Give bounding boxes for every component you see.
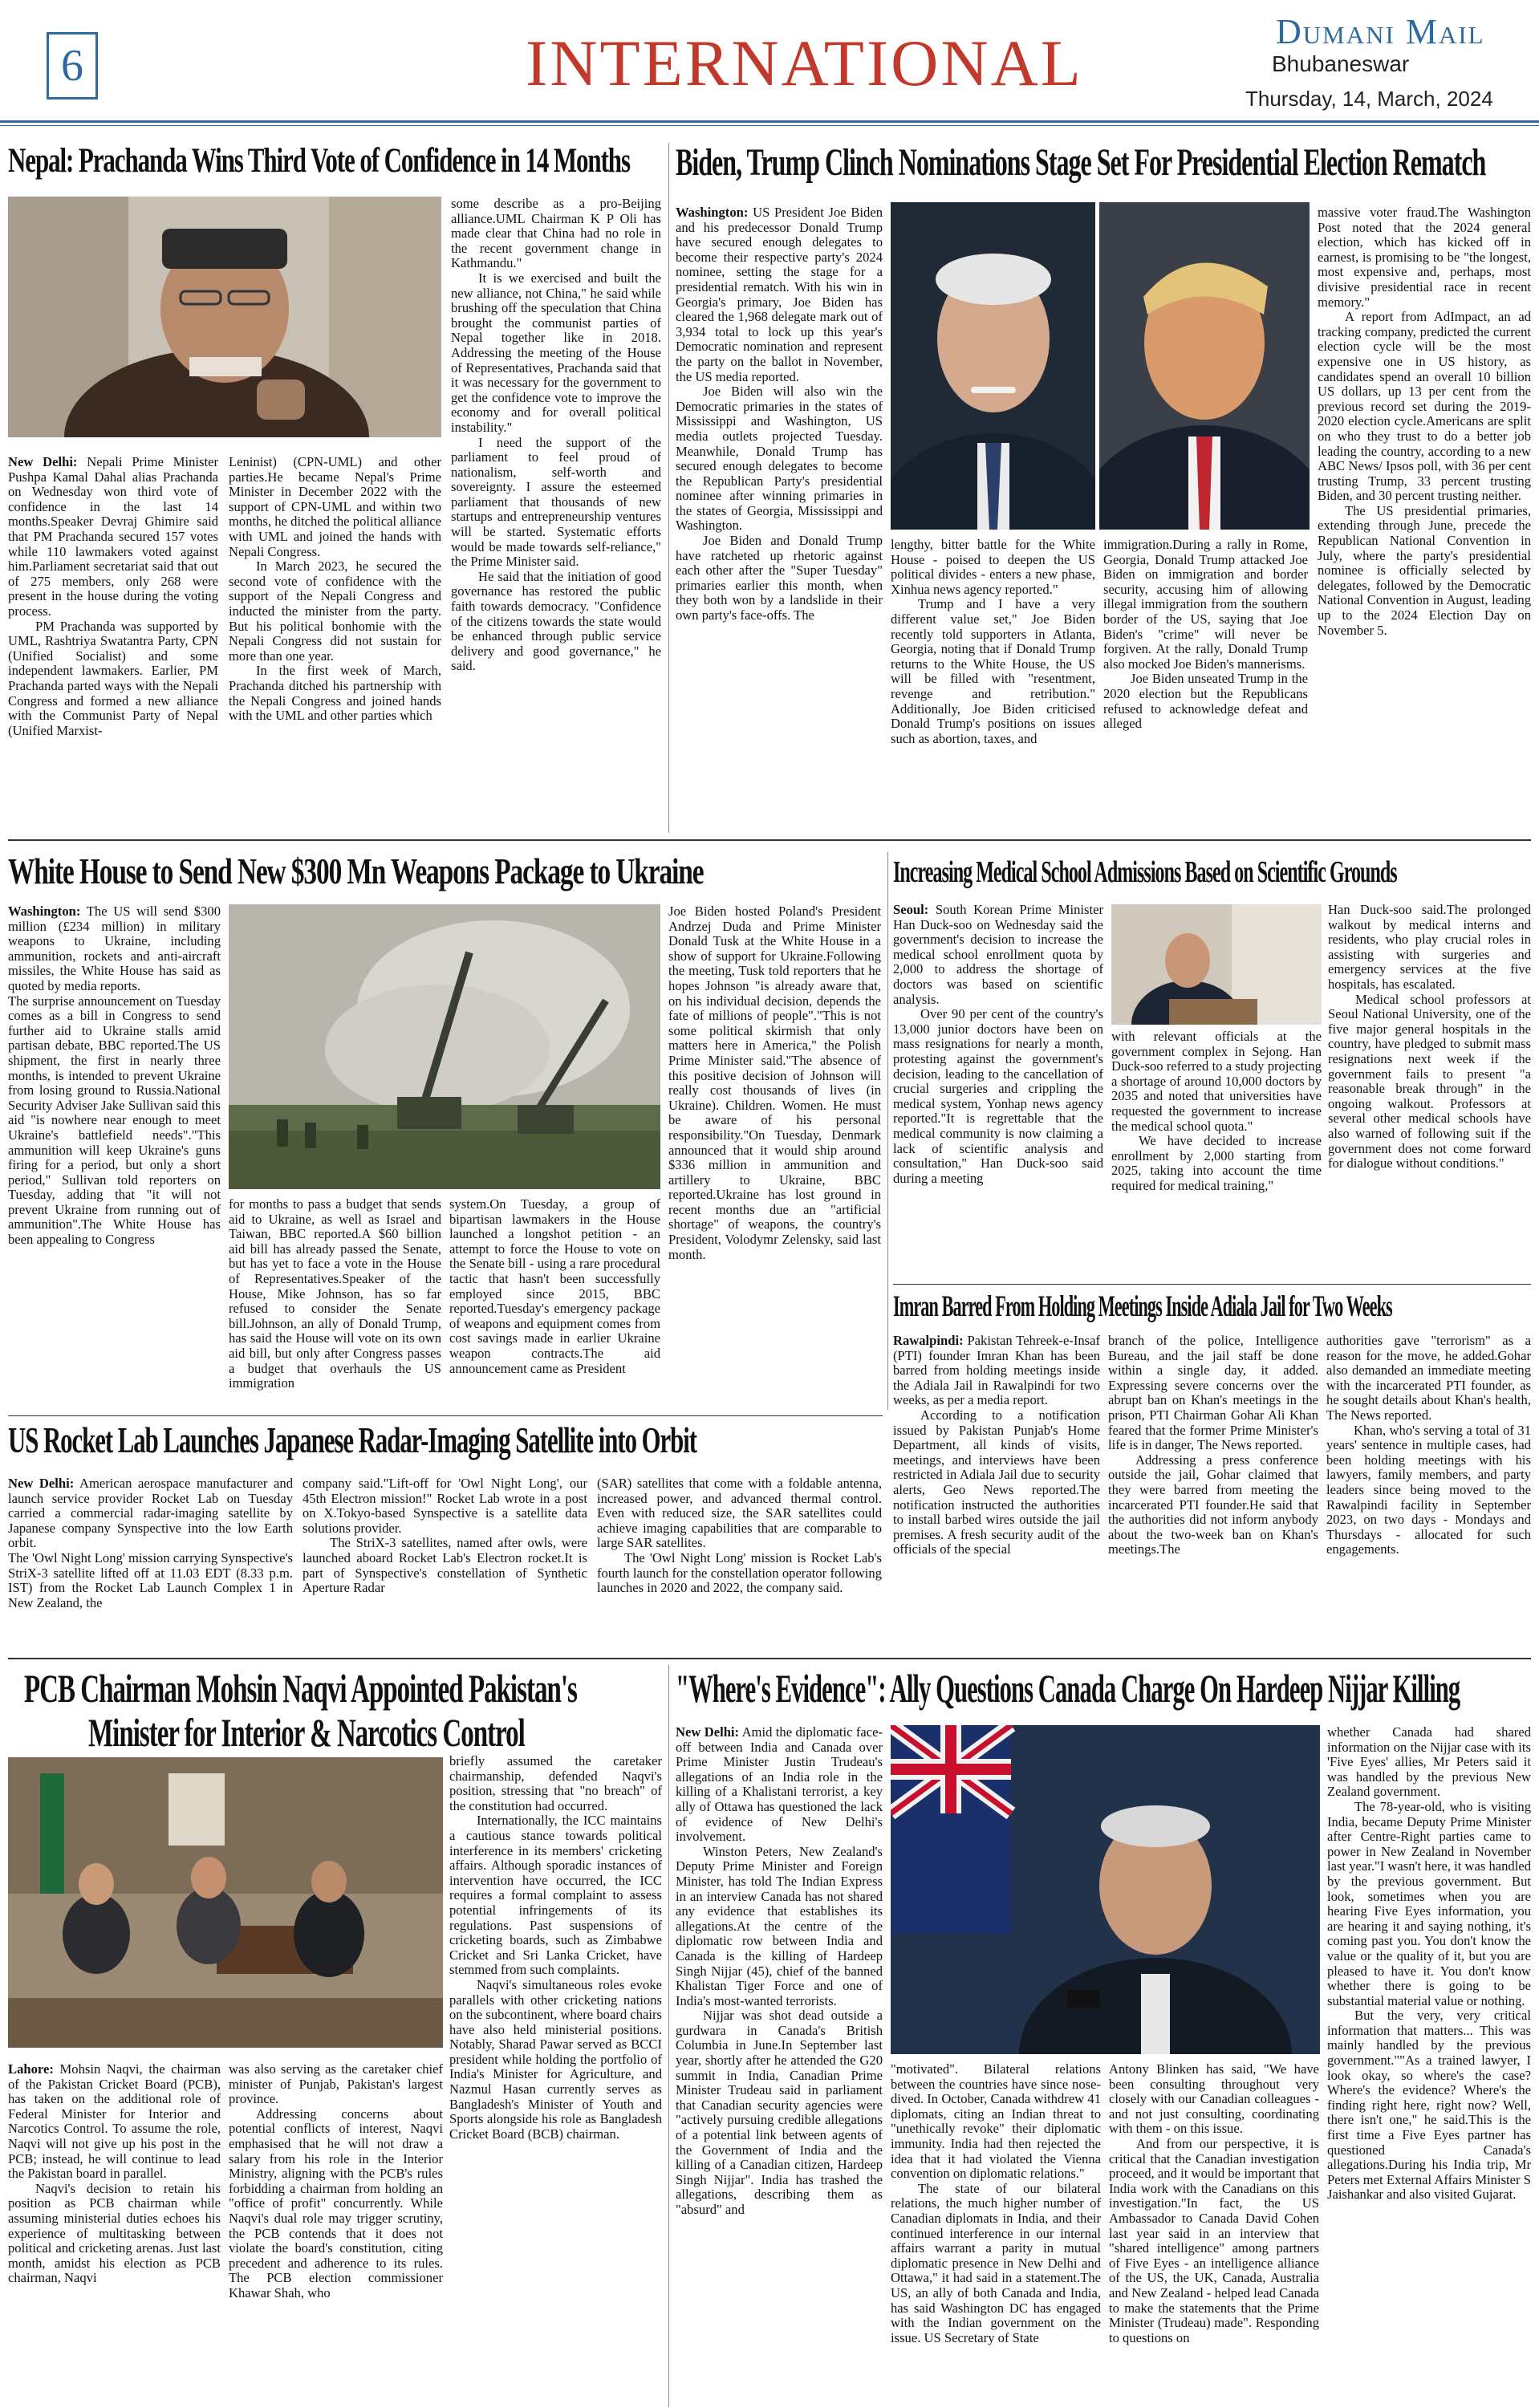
medical-text-2a: with relevant officials at the government complex in Sejong. Han Duck-soo referred to a study projecting a shortage of around 10,000 doctors by 2035 and noted that universities have requested the government to increase the medical school quota." bbox=[1111, 1029, 1322, 1134]
imran-text-1b: According to a notification issued by Pakistan Punjab's Home Department, all kinds of visits, meetings, and interviews have been restricted in Adiala Jail due to security alerts, Geo News reported.The notification instructed the authorities to install barbed wires outside the jail premises. A fresh security audit of the officials of the special bbox=[893, 1407, 1100, 1557]
nepal-text-3a: some describe as a pro-Beijing alliance.UML Chairman K P Oli has made clear that China had no role in the recent government change in Kathmandu." bbox=[451, 197, 661, 271]
pcb-col-2 bbox=[229, 2062, 443, 2406]
imran-col-1 bbox=[893, 1334, 1100, 1651]
imran-text-3a: authorities gave "terrorism" as a reason for the move, he added.Gohar also demanded an immediate meeting with the incarcerated PTI founder, as he sought details about Khan's health, The News reported. bbox=[1326, 1334, 1531, 1423]
biden-text-1b: Joe Biden will also win the Democratic primaries in the states of Mississippi and Washington, US media outlets projected Tuesday. Meanwhile, Donald Trump has secured enough delegates to become the Republican Party's presidential nominee after winning primaries in the states of Georgia, Mississippi and Washington. bbox=[676, 384, 883, 534]
headline-biden-trump: Biden, Trump Clinch Nominations Stage Set For Presidential Election Rematch bbox=[676, 141, 1486, 184]
nijjar-text-2b: The state of our bilateral relations, the much higher number of Canadian diplomats in India, and their continued interference in our internal affairs warrant a parity in mutual diplomatic presence in New Delhi and Ottawa," it had said in a statement.The US, an ally of both Canada and India, has said Washington DC has engaged with the Indian government on the issue. US Secretary of State bbox=[891, 2180, 1101, 2345]
medical-text-1a: South Korean Prime Minister Han Duck-soo on Wednesday said the government's decision to increase the medical school enrollment quota by 2,000 to address the shortage of doctors was based on scientific analysis. bbox=[893, 903, 1103, 1007]
ukraine-text-4: Joe Biden hosted Poland's President Andrzej Duda and Prime Minister Donald Tusk at the White House in a show of support for Ukraine.Following the meeting, Tusk told reporters that he hopes Johnson "is already aware that, on his individual decision, depends the fate of millions of people"."This is not some political skirmish that only matters here in America," the Polish Prime Minister said."The absence of this positive decision of Johnson will really cost thousands of lives (in Ukraine). Children. Women. He must be aware of his personal responsibility."On Tuesday, Denmark announced that it would ship around $336 million in ammunition and artillery to Ukraine, BBC reported.Ukraine has lost ground in recent months due an "artificial shortage" of weapons, the country's President, Volodymr Zelensky, said last month. bbox=[668, 904, 881, 1262]
medical-text-3a: Han Duck-soo said.The prolonged walkout by medical interns and residents, who play crucial roles in assisting with surgeries and emergency services at the five hospitals, has escalated. bbox=[1328, 903, 1531, 992]
medical-text-1b: Over 90 per cent of the country's 13,000 junior doctors have been on mass resignations for nearly a month, protesting against the government's decision, leading to the cancellation of crucial surgeries and crippling the medical system, Yonhap news agency reported."It is regrettable that the medical community is now claiming a lack of scientific analysis and consultation," Han Duck-soo said during a meeting bbox=[893, 1006, 1103, 1186]
medical-col-3 bbox=[1328, 903, 1531, 1280]
biden-text-3b: Joe Biden unseated Trump in the 2020 election but the Republicans refused to acknowledge defeat and alleged bbox=[1103, 671, 1308, 732]
biden-text-3a: immigration.During a rally in Rome, Georgia, Donald Trump attacked Joe Biden on immigration and border security, accusing him of allowing illegal immigration from the southern border of the US, saying that Joe Biden's "crime" will never be forgiven. At the rally, Donald Trump also mocked Joe Biden's mannerisms. bbox=[1103, 538, 1308, 672]
dateline-nijjar: New Delhi: bbox=[676, 1725, 740, 1740]
nepal-text-1b: PM Prachanda was supported by UML, Rashtriya Swatantra Party, CPN (Unified Socialist) and some independent lawmakers. Earlier, PM Prachanda parted ways with the Nepali Congress and formed a new alliance with the Communist Party of Nepal (Unified Marxist- bbox=[8, 618, 218, 738]
nijjar-col-1 bbox=[676, 1725, 883, 2406]
imran-text-2a: branch of the police, Intelligence Bureau, and the jail staff be done within a single day, it added. Expressing severe concerns over the abrupt ban on Khan's meetings in the prison, PTI Chairman Gohar Ali Khan feared that the former Prime Minister's life is in danger, The News reported. bbox=[1108, 1334, 1318, 1453]
photo-artillery bbox=[229, 904, 660, 1189]
medical-col-2 bbox=[1111, 1029, 1322, 1280]
rocket-col-3 bbox=[597, 1476, 882, 1651]
nijjar-text-1a: Amid the diplomatic face-off between India and Canada over Prime Minister Justin Trudeau's allegations of an India role in the killing of a Khalistani terrorist, a key ally of Ottawa has questioned the lack of evidence of New Delhi's involvement. bbox=[676, 1725, 883, 1845]
nepal-col-1 bbox=[8, 455, 218, 832]
biden-text-1a: US President Joe Biden and his predecessor Donald Trump have secured enough delegates to become their respective party's 2024 nominee, setting the stage for a presidential rematch. With his win in Georgia's primary, Joe Biden has cleared the 1,968 delegate mark out of 3,934 total to lock up this year's Democratic nomination and represent the party on the ballot in November, the US media reported. bbox=[676, 205, 883, 384]
ukraine-text-2: for months to pass a budget that sends aid to Ukraine, as well as Israel and Taiwan, BBC reported.A $60 billion aid bill has already passed the Senate, but has yet to face a vote in the House of Representatives.Speaker of the House, Mike Johnson, has so far refused to consider the Senate bill.Johnson, an ally of Donald Trump, has said the House will vote on its own aid bill, but only after Congress passes a budget that overhauls the US immigration bbox=[229, 1197, 441, 1391]
photo-naqvi bbox=[8, 1757, 443, 2048]
nijjar-text-1c: Nijjar was shot dead outside a gurdwara in Canada's British Columbia in June.In September last year, shortly after he attended the G20 summit in India, Canadian Prime Minister Trudeau said in parliament that Canadian security agencies were "actively pursuing credible allegations of a potential link between agents of the Government of India and the killing of a Canadian citizen, Hardeep Singh Nijjar". India has trashed the allegations, describing them as "absurd" and bbox=[676, 2008, 883, 2217]
peters-image bbox=[891, 1725, 1320, 2054]
ukraine-text-1b: The surprise announcement on Tuesday comes as a bill in Congress to send further aid to Ukraine stalls amid partisan debate, BBC reported.The US shipment, the first in nearly three months, is intended to prevent Ukraine from losing ground to Russia.National Security Adviser Jake Sullivan said this aid "is nowhere near enough to meet Ukraine's battlefield needs"."This ammunition will keep Ukraine's guns firing for a period, but only a short period," Sullivan told reporters on Tuesday, adding that "it will not prevent Ukraine from running out of ammunition".The White House has been appealing to Congress bbox=[8, 993, 221, 1248]
pcb-col-3 bbox=[449, 1754, 662, 2406]
nijjar-text-4a: whether Canada had shared information on the Nijjar case with its 'Five Eyes' allies, Mr Peters said it was handled by the previous New Zealand government. bbox=[1327, 1725, 1531, 1800]
nepal-text-2a: Leninist) (CPN-UML) and other parties.He became Nepal's Prime Minister in December 2022 with the support of CPN-UML and within two months, he ditched the political alliance with UML and joined the hands with Nepali Congress. bbox=[229, 455, 441, 559]
ukraine-col-4 bbox=[668, 904, 881, 1410]
rule-row3 bbox=[8, 1658, 1531, 1659]
headline-pcb-line2: Minister for Interior & Narcotics Control bbox=[88, 1710, 525, 1755]
dateline-ukraine: Washington: bbox=[8, 904, 81, 919]
dateline-biden: Washington: bbox=[676, 205, 749, 220]
ukraine-col-1 bbox=[8, 904, 221, 1410]
headline-nijjar: "Where's Evidence": Ally Questions Canada Charge On Hardeep Nijjar Killing bbox=[676, 1666, 1460, 1711]
photo-prachanda bbox=[8, 197, 441, 437]
biden-col-4 bbox=[1318, 205, 1531, 832]
biden-text-4b: A report from AdImpact, an ad tracking company, predicted the current election cycle will be the most expensive one in US history, as candidates spend an overall 10 billion US dollars, up 13 per cent from the previous record set during the 2019-2020 election cycle.Americans are split on who they trust to do a better job leading the country, according to a new ABC News/ Ipsos poll, with 36 per cent trusting Trump, 33 percent trusting Biden, and 30 percent trusting neither. bbox=[1318, 309, 1531, 504]
masthead-rule-thin bbox=[0, 125, 1539, 126]
pcb-text-1b: Naqvi's decision to retain his position as PCB chairman while assuming ministerial duties echoes his experience of multitasking between political and cricketing arenas. Just last month, amidst his election as PCB chairman, Naqvi bbox=[8, 2180, 221, 2286]
naqvi-meeting-image bbox=[8, 1757, 443, 2048]
rocket-text-3a: (SAR) satellites that come with a foldable antenna, increased power, and advanced thermal control. Even with reduced size, the SAR satellites could achieve imaging capabilities that are comparable to large SAR satellites. bbox=[597, 1476, 882, 1551]
page-number: 6 bbox=[47, 32, 98, 99]
dateline-nepal: New Delhi: bbox=[8, 455, 78, 469]
rocket-text-2b: The StriX-3 satellites, named after owls, were launched aboard Rocket Lab's Electron rocket.It is part of Synspective's constellation of Synthetic Aperture Radar bbox=[303, 1535, 587, 1596]
han-duck-soo-image bbox=[1111, 904, 1322, 1025]
imran-text-1a: Pakistan Tehreek-e-Insaf (PTI) founder Imran Khan has been barred from holding meetings inside the Adiala Jail in Rawalpindi for two weeks, as per a media report. bbox=[893, 1334, 1100, 1408]
headline-ukraine: White House to Send New $300 Mn Weapons Package to Ukraine bbox=[8, 851, 704, 891]
artillery-image bbox=[229, 904, 660, 1189]
nepal-text-2c: In the first week of March, Prachanda ditched his partnership with the Nepali Congress and joined hands with the UML and other parties which bbox=[229, 663, 441, 724]
ukraine-text-3: system.On Tuesday, a group of bipartisan lawmakers in the House launched a longshot petition - an attempt to force the House to vote on the Senate bill - using a rare procedural tactic that hasn't been successfully employed since 2015, BBC reported.Tuesday's emergency package of weapons and equipment comes from cost savings made in earlier Ukraine weapon contracts.The aid announcement came as President bbox=[449, 1197, 660, 1376]
dateline-pcb: Lahore: bbox=[8, 2062, 54, 2077]
biden-text-2b: Trump and I have a very different value set," Joe Biden recently told supporters in Atlanta, Georgia, noting that if Donald Trump returns to the White House, the US will be filled with "resentment, revenge and retribution." Additionally, Joe Biden criticised Donald Trump's positions on issues such as abortion, taxes, and bbox=[891, 596, 1095, 746]
trump-image bbox=[1099, 202, 1310, 530]
biden-col-3 bbox=[1103, 538, 1308, 832]
biden-text-1c: Joe Biden and Donald Trump have ratcheted up rhetoric against each other after the "Super Tuesday" primaries earlier this month, when they both won by a landslide in their own party's face-offs. The bbox=[676, 533, 883, 623]
rule-row1 bbox=[8, 839, 1531, 841]
imran-text-2b: Addressing a press conference outside the jail, Gohar claimed that they were barred from meeting the incarcerated PTI founder.He said that the authorities did not inform anybody about the two-week ban on Khan's meetings.The bbox=[1108, 1452, 1318, 1557]
imran-col-3 bbox=[1326, 1334, 1531, 1651]
photo-trump bbox=[1099, 202, 1310, 530]
paper-name: Dumani Mail bbox=[1276, 12, 1485, 51]
paper-date: Thursday, 14, March, 2024 bbox=[1245, 87, 1493, 111]
medical-col-1 bbox=[893, 903, 1103, 1280]
imran-text-3b: Khan, who's serving a total of 31 years' sentence in multiple cases, had been holding meetings with his lawyers, family members, and party leaders since being moved to the Rawalpindi facility in September 2023, on two days - Mondays and Thursdays - allocated for such engagements. bbox=[1326, 1422, 1531, 1557]
medical-text-3b: Medical school professors at Seoul National University, one of the five major general hospitals in the country, have pledged to submit mass resignations next week if the government fails to present "a reasonable break through" in the ongoing walkout. Professors at several other medical schools have also warned of following suit if the government does not come forward for dialogue without conditions." bbox=[1328, 991, 1531, 1172]
ukraine-text-1: The US will send $300 million (£234 million) in military weapons to Ukraine, including ammunition, rockets and anti-aircraft missiles, the White House has said as quoted by media reports. bbox=[8, 904, 221, 993]
biden-text-2a: lengthy, bitter battle for the White House - poised to deepen the US political divides - enters a new phase, Xinhua news agency reported." bbox=[891, 538, 1095, 597]
biden-col-1 bbox=[676, 205, 883, 832]
rocket-text-1b: The 'Owl Night Long' mission carrying Synspective's StriX-3 satellite lifted off at 11.03 EDT (8.33 p.m. IST) from the Rocket Lab Launch Complex 1 in New Zealand, the bbox=[8, 1549, 293, 1610]
divider-pcb-nijjar bbox=[668, 1665, 669, 2407]
biden-image bbox=[891, 202, 1095, 530]
medical-text-2b: We have decided to increase enrollment by 2,000 starting from 2025, taking into account the time required for medical training," bbox=[1111, 1133, 1322, 1193]
rocket-col-2 bbox=[303, 1476, 587, 1651]
section-title: INTERNATIONAL bbox=[526, 26, 1083, 99]
nijjar-col-4 bbox=[1327, 1725, 1531, 2406]
dateline-medical: Seoul: bbox=[893, 903, 929, 917]
headline-medical: Increasing Medical School Admissions Based on Scientific Grounds bbox=[893, 855, 1397, 889]
rule-ukraine-rocket bbox=[8, 1415, 883, 1416]
dateline-imran: Rawalpindi: bbox=[893, 1334, 964, 1348]
pcb-text-2a: was also serving as the caretaker chief minister of Punjab, Pakistan's largest province. bbox=[229, 2062, 443, 2107]
pcb-text-3b: Internationally, the ICC maintains a cautious stance towards political interference in its members' cricketing affairs. Although sporadic instances of intervention have occurred, the ICC requires a formal complaint to assess potential infringements of its regulations. Past suspensions of cricketing boards, such as Zimbabwe Cricket and Sri Lanka Cricket, have stemmed from such complaints. bbox=[449, 1813, 662, 1978]
photo-han-duck-soo bbox=[1111, 904, 1322, 1025]
headline-pcb-line1: PCB Chairman Mohsin Naqvi Appointed Pakistan's bbox=[24, 1666, 577, 1711]
ukraine-col-2 bbox=[229, 1197, 441, 1410]
nijjar-text-2a: "motivated". Bilateral relations between the countries have since nose-dived. In October, Canada withdrew 41 diplomats, citing an Indian threat to "unethically revoke" their diplomatic immunity. India had then rejected the idea that it had violated the Vienna convention on diplomatic relations." bbox=[891, 2062, 1101, 2182]
photo-biden bbox=[891, 202, 1095, 530]
biden-text-4c: The US presidential primaries, extending through June, precede the Republican National Convention in July, where the party's presidential nominee is officially selected by delegates, followed by the Democratic National Convention in August, leading up to the 2024 Election Day on November 5. bbox=[1318, 502, 1531, 638]
nijjar-text-4b: The 78-year-old, who is visiting India, became Deputy Prime Minister after Centre-Right parties came to power in New Zealand in November last year."I wasn't here, it was handled by the previous government. But look, sometimes when you are hearing Five Eyes information, you are hearing it and saying nothing, it's coming past you. You don't know the value or the quality of it, but you are pleased to have it. You don't know whether there is going to be substantial material value or nothing. bbox=[1327, 1798, 1531, 2008]
nepal-col-3 bbox=[451, 197, 661, 832]
masthead bbox=[0, 0, 1539, 120]
nijjar-text-3b: And from our perspective, it is critical that the Canadian investigation proceed, and it would be important that India work with the Canadians on this investigation."In fact, the US Ambassador to Canada David Cohen last year said in an interview that "shared intelligence" among partners of Five Eyes - an intelligence alliance of the US, the UK, Canada, Australia and New Zealand - helped lead Canada to make the statements that the Prime Minister (Trudeau) made". Responding to questions on bbox=[1109, 2135, 1319, 2345]
pcb-col-1 bbox=[8, 2062, 221, 2406]
rocket-col-1 bbox=[8, 1476, 293, 1651]
rocket-text-2a: company said."Lift-off for 'Owl Night Long', our 45th Electron mission!" Rocket Lab wrote in a post on X.Tokyo-based Synspective is a satellite data solutions provider. bbox=[303, 1476, 587, 1536]
biden-text-4a: massive voter fraud.The Washington Post noted that the 2024 general election, which has kicked off in earnest, is promising to be "the longest, most expensive and, perhaps, most divisive presidential race in recent memory." bbox=[1318, 205, 1531, 310]
photo-winston-peters bbox=[891, 1725, 1320, 2054]
dateline-rocket: New Delhi: bbox=[8, 1476, 75, 1491]
headline-rocket-lab: US Rocket Lab Launches Japanese Radar-Imaging Satellite into Orbit bbox=[8, 1420, 697, 1460]
nijjar-text-1b: Winston Peters, New Zealand's Deputy Prime Minister and Foreign Minister, has told The Indian Express in an interview Canada has not shared any evidence that establishes its allegations.At the centre of the diplomatic row between India and Canada is the killing of Hardeep Singh Nijjar (45), chief of the banned Khalistan Tiger Force and one of India's most-wanted terrorists. bbox=[676, 1843, 883, 2008]
pcb-text-3a: briefly assumed the caretaker chairmanship, defended Naqvi's position, stressing that "no breach" of the constitution had occurred. bbox=[449, 1754, 662, 1813]
paper-city: Bhubaneswar bbox=[1272, 51, 1410, 76]
nepal-text-3d: He said that the initiation of good governance has restored the public faith towards democracy. "Confidence of the citizens towards the state would be enhanced through public service delivery and good governance," he said. bbox=[451, 568, 661, 674]
pcb-text-1a: Mohsin Naqvi, the chairman of the Pakistan Cricket Board (PCB), has taken on the additional role of Federal Minister for Interior and Narcotics Control. To assume the role, Naqvi will not give up his post in the PCB; instead, he will continue to lead the Pakistan board in parallel. bbox=[8, 2062, 221, 2182]
headline-imran: Imran Barred From Holding Meetings Inside Adiala Jail for Two Weeks bbox=[893, 1290, 1392, 1323]
pcb-text-3c: Naqvi's simultaneous roles evoke parallels with other cricketing nations on the subcontinent, where board chairs have also held ministerial positions. Notably, Sharad Pawar served as BCCI president while holding the portfolio of India's Minister for Agriculture, and Nazmul Hasan currently serves as Bangladesh's Minister of Youth and Sports alongside his role as Bangladesh Cricket Board (BCB) chairman. bbox=[449, 1976, 662, 2142]
nepal-text-2b: In March 2023, he secured the second vote of confidence with the support of the Nepali Congress and inducted the minister from the party. But his political bonhomie with the Nepali Congress did not sustain for more than one year. bbox=[229, 558, 441, 664]
nijjar-text-3a: Antony Blinken has said, "We have been consulting throughout very closely with our Canadian colleagues - and not just consulting, coordinating with them - on this issue. bbox=[1109, 2062, 1319, 2137]
rocket-text-3b: The 'Owl Night Long' mission is Rocket Lab's fourth launch for the constellation operator following launches in 2020 and 2022, the company said. bbox=[597, 1549, 882, 1596]
rule-medical-imran bbox=[893, 1284, 1531, 1285]
divider-ukraine-medical bbox=[887, 852, 888, 1410]
nijjar-text-4c: But the very, very critical information that matters... This was mainly handled by the previous government.""As a trained lawyer, I look okay, so where's the case? Where's the evidence? Where's the finding right here, right now? Well, there isn't one," he said.This is the first time a Five Eyes partner has questioned Canada's allegations.During his India trip, Mr Peters met External Affairs Minister S Jaishankar and also visited Gujarat. bbox=[1327, 2008, 1531, 2203]
portrait-image bbox=[8, 197, 441, 437]
nepal-col-2 bbox=[229, 455, 441, 832]
masthead-rule bbox=[0, 120, 1539, 123]
imran-col-2 bbox=[1108, 1334, 1318, 1651]
nepal-text-3c: I need the support of the parliament to feel proud of nationalism, self-worth and sovereignty. I assure the esteemed parliament that thousands of new startups and entrepreneurship ventures will be started. Systematic efforts would be made towards self-reliance," the Prime Minister said. bbox=[451, 434, 661, 570]
nepal-text-3b: It is we exercised and built the new alliance, not China," he said while brushing off the speculation that China brought the communist parties of Nepal together like in 2018. Addressing the meeting of the House of Representatives, Prachanda said that it was necessary for the government to get the confidence vote to improve the economy and for overall political instability." bbox=[451, 270, 661, 435]
nijjar-col-2 bbox=[891, 2062, 1101, 2406]
nijjar-col-3 bbox=[1109, 2062, 1319, 2406]
divider-nepal-biden bbox=[668, 143, 669, 833]
rocket-text-1a: American aerospace manufacturer and launch service provider Rocket Lab on Tuesday carried a commercial radar-imaging satellite by Japanese company Synspective into the low Earth orbit. bbox=[8, 1476, 293, 1551]
nepal-text-1: Nepali Prime Minister Pushpa Kamal Dahal alias Prachanda on Wednesday won third vote of confidence in the last 14 months.Speaker Devraj Ghimire said that PM Prachanda secured 157 votes while 110 lawmakers voted against him.Parliament secretariat said that out of 275 members, only 268 were present in the house during the voting process. bbox=[8, 455, 218, 619]
biden-col-2 bbox=[891, 538, 1095, 832]
ukraine-col-3 bbox=[449, 1197, 660, 1410]
headline-nepal: Nepal: Prachanda Wins Third Vote of Confidence in 14 Months bbox=[8, 142, 630, 180]
pcb-text-2b: Addressing concerns about potential conflicts of interest, Naqvi emphasised that he will not draw a salary from his role in the Interior Ministry, aligning with the PCB's rules forbidding a chairman from holding an "office of profit" concurrently. While Naqvi's dual role may trigger scrutiny, the PCB contends that it does not violate the board's constitution, citing precedent and adherence to its rules. The PCB election commissioner Khawar Shah, who bbox=[229, 2105, 443, 2300]
